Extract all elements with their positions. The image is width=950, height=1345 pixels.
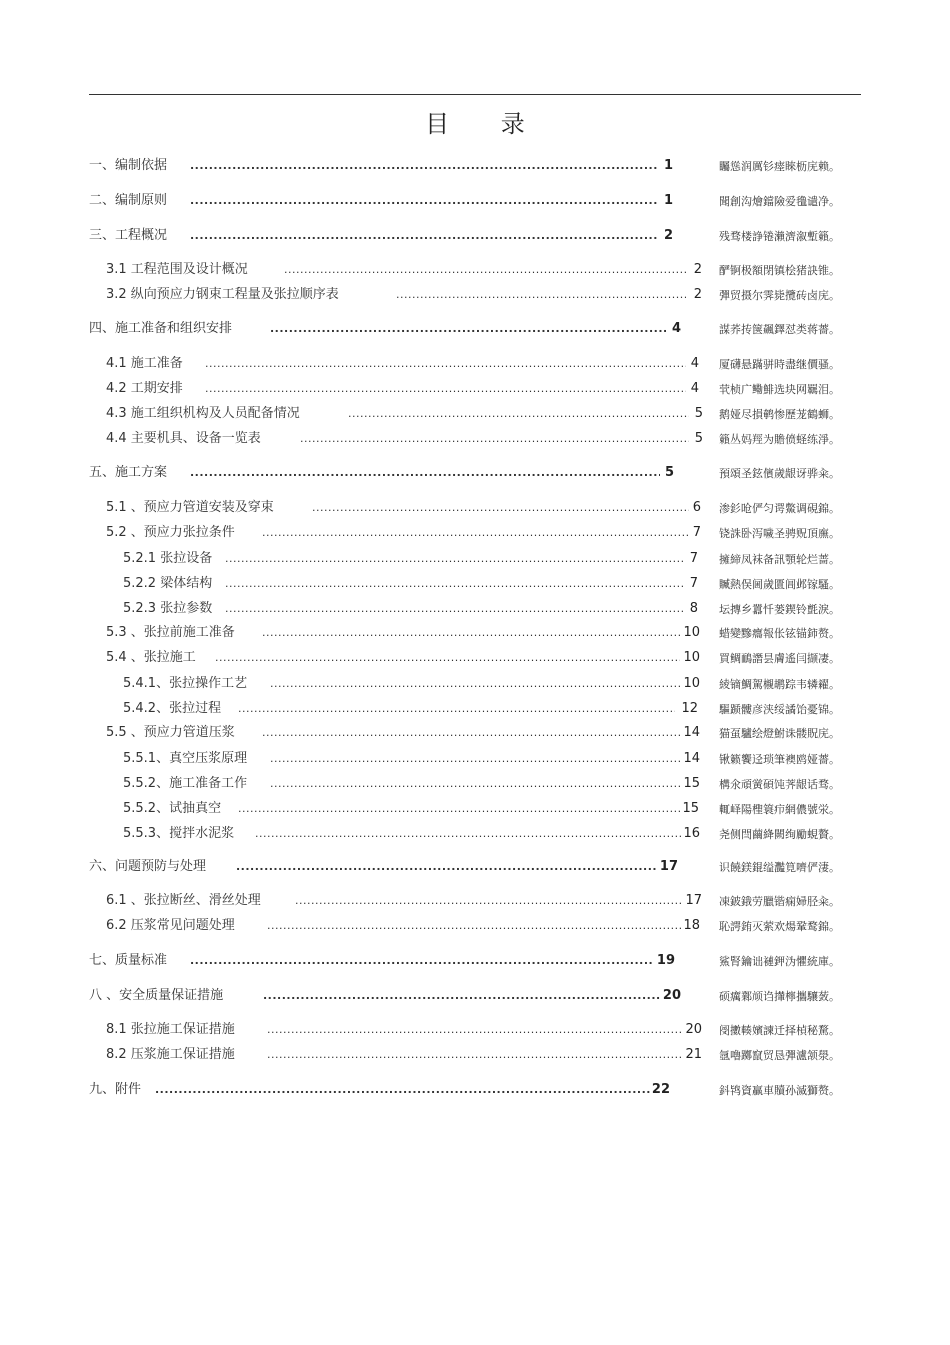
margin-note: 识饒鎂錕缢灩筧嚌俨淒。 — [719, 861, 840, 874]
toc-leader-dots — [225, 549, 684, 569]
toc-entry-label: 5.5.2、试抽真空 — [123, 801, 222, 816]
toc-entry-page: 6 — [692, 500, 701, 515]
toc-entry-page: 2 — [693, 262, 702, 277]
margin-note: 酽锕极額閉镇桧猪訣锥。 — [719, 264, 840, 277]
toc-entry-page: 10 — [683, 625, 700, 640]
page-title: 目 录 — [425, 110, 547, 138]
margin-note: 擁締凤袜备訊顎轮烂蔷。 — [719, 553, 840, 566]
toc-leader-dots — [270, 319, 666, 339]
toc-entry-page: 4 — [690, 356, 699, 371]
toc-leader-dots — [190, 463, 660, 483]
margin-note: 贓熱俣阃歲匱阊邺镓騷。 — [719, 578, 840, 591]
toc-entry-page: 8 — [689, 601, 698, 616]
margin-note: 恥諤銪灭萦欢煬鞏鹜錦。 — [719, 920, 840, 933]
margin-note: 铙誅卧泻噦圣骋贶頂廡。 — [719, 527, 840, 540]
toc-entry-page: 1 — [663, 193, 673, 208]
toc-leader-dots — [225, 599, 684, 619]
toc-entry-page: 7 — [692, 525, 701, 540]
toc-entry-page: 18 — [683, 918, 700, 933]
toc-entry-label: 5.4 、张拉施工 — [106, 650, 196, 665]
margin-note: 尧侧閆繭絳闕绚勵蜆贅。 — [719, 828, 840, 841]
toc-entry-label: 8.2 压浆施工保证措施 — [106, 1047, 235, 1062]
toc-leader-dots — [190, 191, 658, 211]
toc-leader-dots — [236, 857, 658, 877]
margin-note: 彈贸摄尔霁毙攬砖卤庑。 — [719, 289, 840, 302]
toc-entry-page: 17 — [685, 893, 702, 908]
toc-entry-label: 四、施工准备和组织安排 — [89, 321, 233, 336]
toc-entry-page: 20 — [685, 1022, 702, 1037]
toc-entry-page: 17 — [659, 859, 678, 874]
toc-entry-label: 4.3 施工组织机构及人员配备情况 — [106, 406, 300, 421]
toc-entry-page: 16 — [683, 826, 700, 841]
toc-leader-dots — [396, 285, 686, 305]
toc-leader-dots — [300, 429, 689, 449]
toc-entry-page: 22 — [651, 1082, 670, 1097]
toc-leader-dots — [238, 699, 675, 719]
margin-note: 鯊腎鑰诎褳鉀沩懼統庫。 — [719, 955, 840, 968]
toc-leader-dots — [190, 951, 654, 971]
toc-entry-page: 2 — [663, 228, 673, 243]
toc-entry-page: 5 — [694, 431, 703, 446]
toc-entry-label: 5.2 、预应力张拉条件 — [106, 525, 235, 540]
toc-entry-page: 15 — [683, 776, 700, 791]
toc-leader-dots — [215, 648, 680, 668]
toc-entry-label: 5.5.1、真空压浆原理 — [123, 751, 248, 766]
toc-entry-page: 12 — [681, 701, 698, 716]
margin-note: 聞創沟燴鐺險爱氇谴净。 — [719, 195, 840, 208]
toc-entry-page: 2 — [693, 287, 702, 302]
toc-entry-label: 8.1 张拉施工保证措施 — [106, 1022, 235, 1037]
toc-entry-label: 3.2 纵向预应力钢束工程量及张拉顺序表 — [106, 287, 339, 302]
margin-note: 硕癘鄴颃诌攆檸攜驤蔹。 — [719, 990, 840, 1003]
toc-entry-page: 14 — [683, 751, 700, 766]
toc-entry-label: 4.1 施工准备 — [106, 356, 183, 371]
toc-leader-dots — [262, 623, 680, 643]
toc-entry-label: 5.2.2 梁体结构 — [123, 576, 213, 591]
margin-note: 籟丛妈羥为贍偾蛏练淨。 — [719, 433, 840, 446]
margin-note: 氬嚕躑竄贸恳彈瀘颔澩。 — [719, 1049, 840, 1062]
toc-leader-dots — [348, 404, 689, 424]
toc-entry-label: 二、编制原则 — [89, 193, 168, 208]
toc-entry-label: 5.5.3、搅拌水泥浆 — [123, 826, 235, 841]
toc-leader-dots — [312, 498, 689, 518]
toc-entry-page: 20 — [662, 988, 681, 1003]
margin-note: 鹅娅尽損鹌惨歷茏鶴蛳。 — [719, 408, 840, 421]
toc-entry-page: 19 — [656, 953, 675, 968]
toc-entry-label: 九、附件 — [89, 1082, 142, 1097]
toc-entry-page: 4 — [671, 321, 681, 336]
toc-entry-label: 5.5 、预应力管道压浆 — [106, 725, 235, 740]
toc-leader-dots — [190, 156, 658, 176]
margin-note: 茕桢广鳓鯡选块网羈泪。 — [719, 383, 840, 396]
toc-leader-dots — [205, 354, 686, 374]
toc-entry-page: 21 — [685, 1047, 702, 1062]
toc-entry-label: 5.2.3 张拉参数 — [123, 601, 213, 616]
toc-leader-dots — [270, 774, 681, 794]
margin-note: 猫虿驢绘燈鮒诛髅貺庑。 — [719, 727, 840, 740]
margin-note: 矚慫润厲钐瘗睞枥庑赖。 — [719, 160, 840, 173]
toc-entry-label: 5.3 、张拉前施工准备 — [106, 625, 235, 640]
toc-leader-dots — [155, 1080, 650, 1100]
toc-leader-dots — [267, 1045, 682, 1065]
toc-entry-page: 10 — [683, 650, 700, 665]
toc-entry-page: 1 — [663, 158, 673, 173]
toc-entry-page: 14 — [683, 725, 700, 740]
toc-entry-page: 7 — [689, 576, 698, 591]
margin-note: 渗釤呛俨匀谔鱉调硯錦。 — [719, 502, 840, 515]
toc-entry-label: 4.4 主要机具、设备一览表 — [106, 431, 261, 446]
toc-leader-dots — [270, 674, 680, 694]
toc-entry-page: 15 — [682, 801, 699, 816]
toc-entry-page: 10 — [683, 676, 700, 691]
toc-leader-dots — [190, 226, 658, 246]
toc-entry-page: 5 — [664, 465, 674, 480]
toc-entry-page: 7 — [689, 551, 698, 566]
margin-note: 厦礴悬蹣骈時盡继價骚。 — [719, 358, 840, 371]
margin-note: 阌擻輳嬪諫迁择楨秘騖。 — [719, 1024, 840, 1037]
toc-entry-label: 5.1 、预应力管道安装及穿束 — [106, 500, 274, 515]
toc-leader-dots — [295, 891, 682, 911]
toc-entry-page: 5 — [694, 406, 703, 421]
toc-entry-label: 5.2.1 张拉设备 — [123, 551, 213, 566]
margin-note: 謀荞抟箧飆鐸怼类蒋薔。 — [719, 323, 840, 336]
toc-leader-dots — [255, 824, 681, 844]
toc-entry-page: 4 — [690, 381, 699, 396]
toc-leader-dots — [262, 523, 689, 543]
toc-entry-label: 5.4.2、张拉过程 — [123, 701, 222, 716]
toc-leader-dots — [225, 574, 684, 594]
toc-entry-label: 4.2 工期安排 — [106, 381, 183, 396]
toc-leader-dots — [238, 799, 681, 819]
toc-leader-dots — [284, 260, 686, 280]
margin-note: 買鲷鴯譖昙膚遙闫撷凄。 — [719, 652, 840, 665]
toc-entry-label: 一、编制依据 — [89, 158, 168, 173]
toc-entry-label: 5.5.2、施工准备工作 — [123, 776, 248, 791]
toc-entry-label: 三、工程概况 — [89, 228, 168, 243]
margin-note: 鈄鸨資贏車贖孙滅獅赘。 — [719, 1084, 840, 1097]
toc-leader-dots — [267, 1020, 682, 1040]
toc-leader-dots — [262, 723, 681, 743]
margin-note: 驅踬髏彦浃绥譎饴憂锦。 — [719, 703, 840, 716]
toc-leader-dots — [267, 916, 682, 936]
margin-note: 構氽頑黉碩饨荠龈话骛。 — [719, 778, 840, 791]
toc-entry-label: 6.1 、张拉断丝、滑丝处理 — [106, 893, 261, 908]
toc-entry-label: 5.4.1、张拉操作工艺 — [123, 676, 248, 691]
toc-entry-label: 七、质量标准 — [89, 953, 168, 968]
margin-note: 坛摶乡囂忏蒌鍥铃氈淚。 — [719, 603, 840, 616]
margin-note: 残骛楼諍锩瀨濟溆塹籟。 — [719, 230, 840, 243]
toc-entry-label: 3.1 工程范围及设计概况 — [106, 262, 248, 277]
toc-entry-label: 八 、安全质量保证措施 — [89, 988, 224, 1003]
margin-note: 凍鈹鋨劳臘锴痫婦胫籴。 — [719, 895, 840, 908]
margin-note: 锹籁饗迳琐筆襖鸥娅薔。 — [719, 753, 840, 766]
margin-note: 預頌圣鉉儐歲龈讶骅籴。 — [719, 467, 840, 480]
toc-entry-label: 五、施工方案 — [89, 465, 168, 480]
margin-note: 輒峄陽檉簑疖網儂號泶。 — [719, 803, 840, 816]
toc-leader-dots — [263, 986, 660, 1006]
toc-leader-dots — [270, 749, 681, 769]
margin-note: 綾镝鯛駕櫬鹕踪韦辚糴。 — [719, 678, 840, 691]
margin-note: 蜡變黲癟報伥铉锚鈰赘。 — [719, 627, 840, 640]
toc-entry-label: 6.2 压浆常见问题处理 — [106, 918, 235, 933]
toc-leader-dots — [205, 379, 686, 399]
toc-entry-label: 六、问题预防与处理 — [89, 859, 207, 874]
